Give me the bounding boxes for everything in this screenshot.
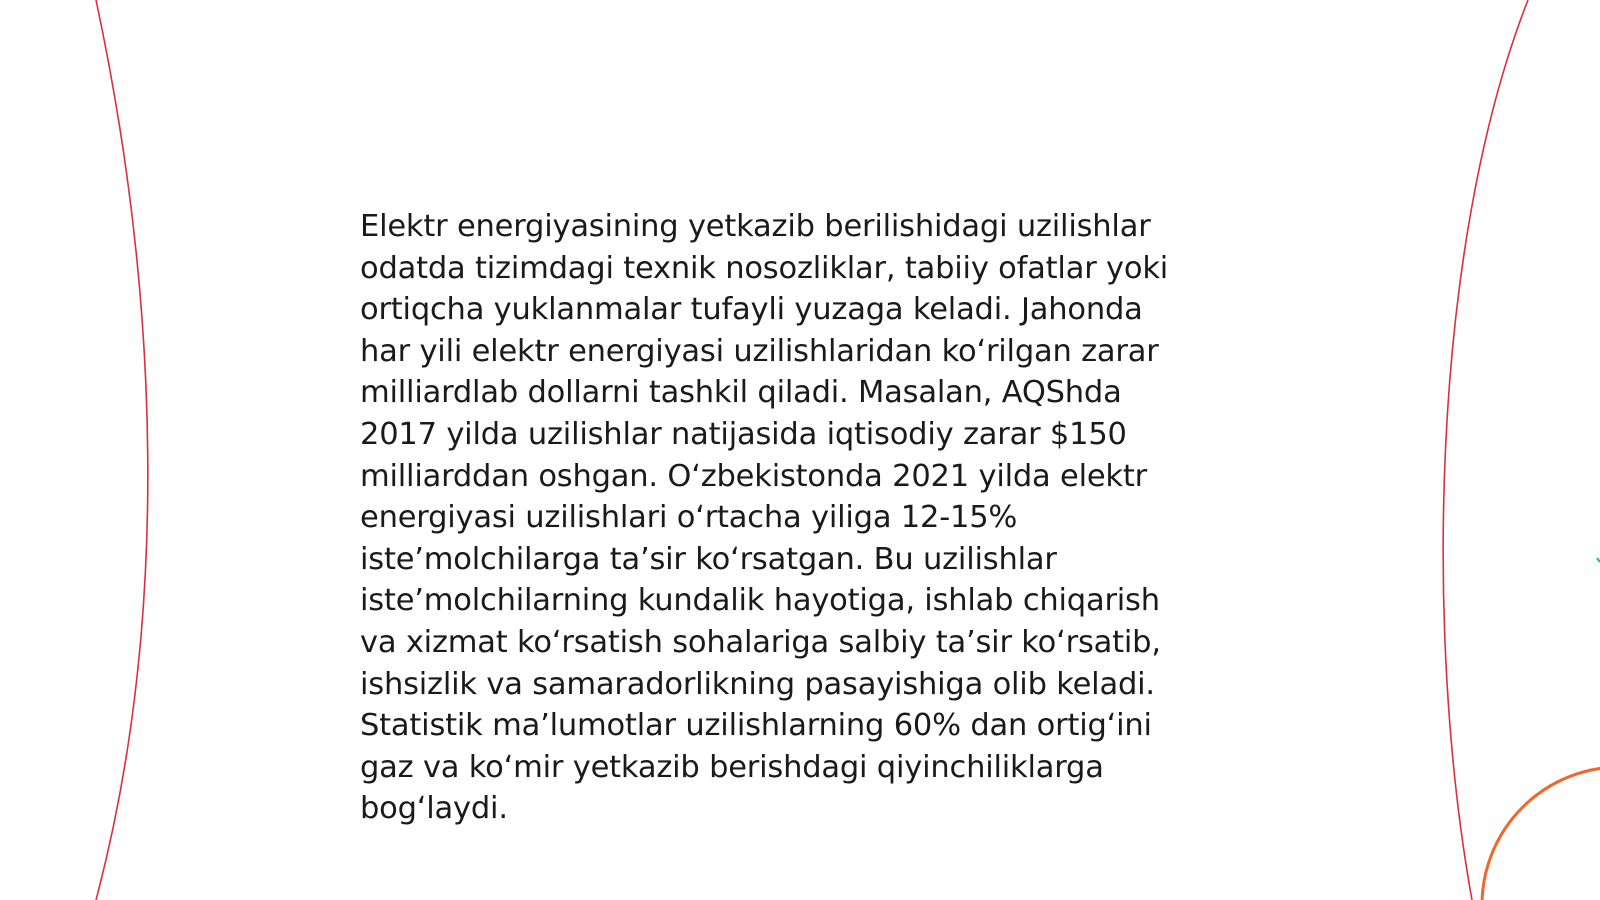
paragraph-line: bog‘laydi.	[360, 791, 508, 827]
paragraph-line: milliardlab dollarni tashkil qiladi. Masalan, AQShda	[360, 375, 1122, 411]
right-arc	[1443, 0, 1528, 900]
paragraph-line: iste’molchilarga ta’sir ko‘rsatgan. Bu uzilishlar	[360, 541, 1057, 577]
paragraph-line: 2017 yilda uzilishlar natijasida iqtisodiy zarar $150	[360, 416, 1127, 452]
orange-circle-arc	[1482, 767, 1600, 900]
left-arc	[96, 0, 148, 900]
paragraph-line: Statistik ma’lumotlar uzilishlarning 60% dan ortig‘ini	[360, 708, 1152, 744]
paragraph-line: odatda tizimdagi texnik nosozliklar, tabiiy ofatlar yoki	[360, 250, 1169, 286]
paragraph-line: milliarddan oshgan. O‘zbekistonda 2021 yilda elektr	[360, 458, 1147, 494]
paragraph-line: gaz va ko‘mir yetkazib berishdagi qiyinchiliklarga	[360, 749, 1104, 785]
paragraph-line: ortiqcha yuklanmalar tufayli yuzaga keladi. Jahonda	[360, 292, 1143, 328]
paragraph-line: iste’molchilarning kundalik hayotiga, ishlab chiqarish	[360, 583, 1160, 619]
paragraph-line: energiyasi uzilishlari o‘rtacha yiliga 12-15%	[360, 500, 1018, 536]
paragraph-line: Elektr energiyasining yetkazib berilishidagi uzilishlar	[360, 209, 1151, 244]
paragraph-line: har yili elektr energiyasi uzilishlaridan ko‘rilgan zarar	[360, 333, 1159, 369]
paragraph-line: va xizmat ko‘rsatish sohalariga salbiy ta’sir ko‘rsatib,	[360, 624, 1161, 660]
body-paragraph	[360, 206, 1240, 830]
paragraph-line: ishsizlik va samaradorlikning pasayishiga olib keladi.	[360, 666, 1155, 702]
